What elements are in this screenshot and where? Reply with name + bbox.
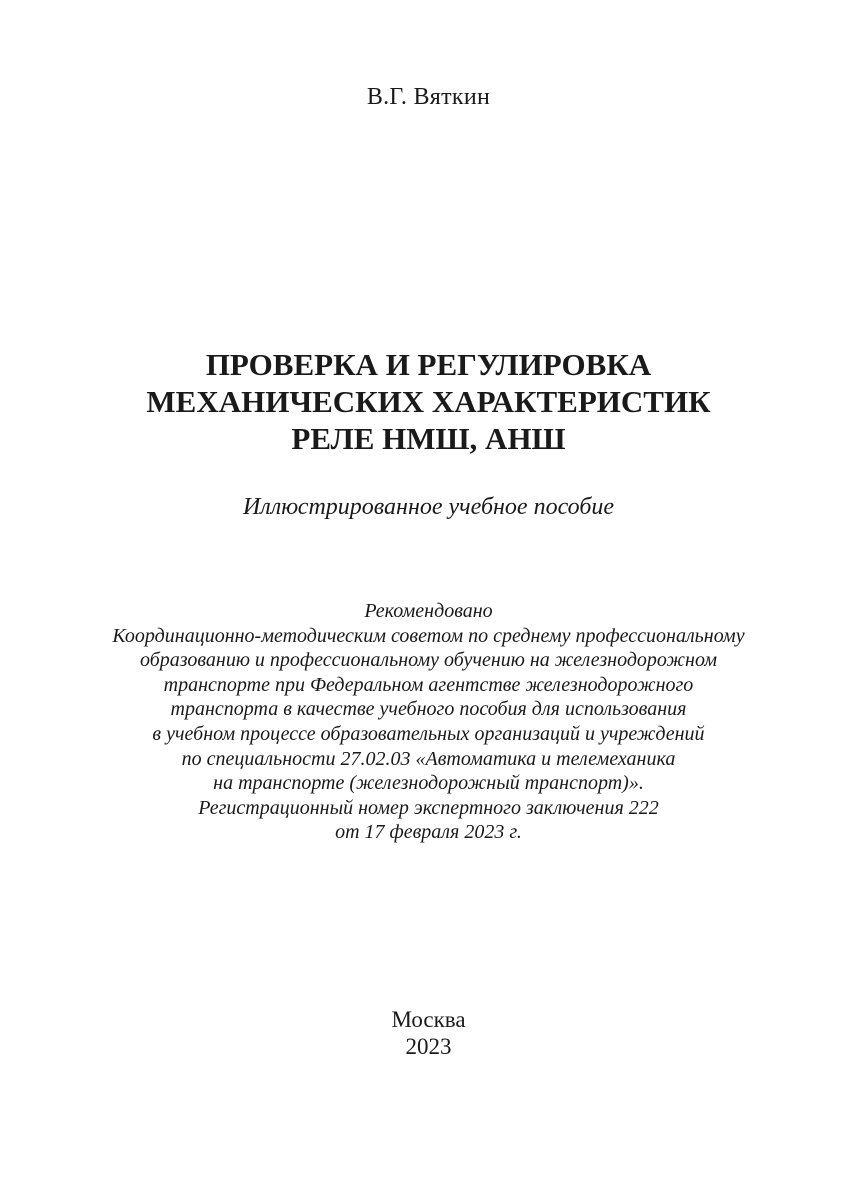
recommendation-line: на транспорте (железнодорожный транспорт)». bbox=[213, 772, 644, 795]
book-title bbox=[0, 346, 857, 457]
publication-place-year bbox=[0, 1006, 857, 1060]
recommendation-line: Координационно-методическим советом по среднему профессиональному bbox=[112, 624, 745, 647]
recommendation-line: Рекомендовано bbox=[364, 600, 493, 622]
book-title-line: МЕХАНИЧЕСКИХ ХАРАКТЕРИСТИК bbox=[146, 384, 711, 419]
recommendation-line: транспорта в качестве учебного пособия для использования bbox=[170, 698, 687, 721]
author-name: В.Г. Вяткин bbox=[366, 84, 491, 110]
book-subtitle: Иллюстрированное учебное пособие bbox=[242, 494, 615, 520]
recommendation-line: в учебном процессе образовательных организаций и учреждений bbox=[152, 722, 705, 745]
recommendation-line: Регистрационный номер экспертного заключения 222 bbox=[198, 796, 659, 819]
book-title-line: РЕЛЕ НМШ, АНШ bbox=[291, 421, 566, 456]
recommendation-block bbox=[0, 599, 857, 845]
recommendation-line: транспорте при Федеральном агентстве железнодорожного bbox=[163, 673, 694, 696]
publication-year: 2023 bbox=[405, 1034, 452, 1059]
recommendation-line: от 17 февраля 2023 г. bbox=[335, 821, 522, 844]
book-title-line: ПРОВЕРКА И РЕГУЛИРОВКА bbox=[205, 347, 652, 382]
recommendation-line: по специальности 27.02.03 «Автоматика и телемеханика bbox=[181, 747, 676, 770]
publication-city: Москва bbox=[391, 1007, 466, 1032]
recommendation-line: образованию и профессиональному обучению на железнодорожном bbox=[140, 649, 717, 672]
